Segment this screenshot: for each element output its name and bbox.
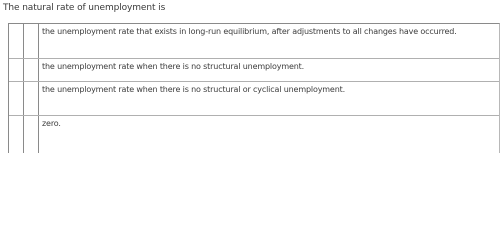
answer-strike-cell[interactable] <box>24 59 39 81</box>
answer-select-cell[interactable] <box>9 82 24 115</box>
question-text: The natural rate of unemployment is <box>3 3 166 13</box>
answer-options-table <box>8 23 500 153</box>
answer-option-b[interactable] <box>9 59 499 82</box>
answer-strike-cell[interactable] <box>24 82 39 115</box>
answer-option-d[interactable] <box>9 116 499 153</box>
answer-option-text: the unemployment rate when there is no structural unemployment. <box>42 62 305 71</box>
answer-option-text: zero. <box>42 119 61 128</box>
answer-select-cell[interactable] <box>9 59 24 81</box>
answer-option-text: the unemployment rate that exists in long-run equilibrium, after adjustments to all changes have occurred. <box>42 27 457 36</box>
answer-option-a[interactable] <box>9 24 499 59</box>
answer-option-text: the unemployment rate when there is no structural or cyclical unemployment. <box>42 85 346 94</box>
answer-select-cell[interactable] <box>9 24 24 58</box>
answer-select-cell[interactable] <box>9 116 24 153</box>
answer-strike-cell[interactable] <box>24 24 39 58</box>
answer-option-c[interactable] <box>9 82 499 116</box>
answer-strike-cell[interactable] <box>24 116 39 153</box>
